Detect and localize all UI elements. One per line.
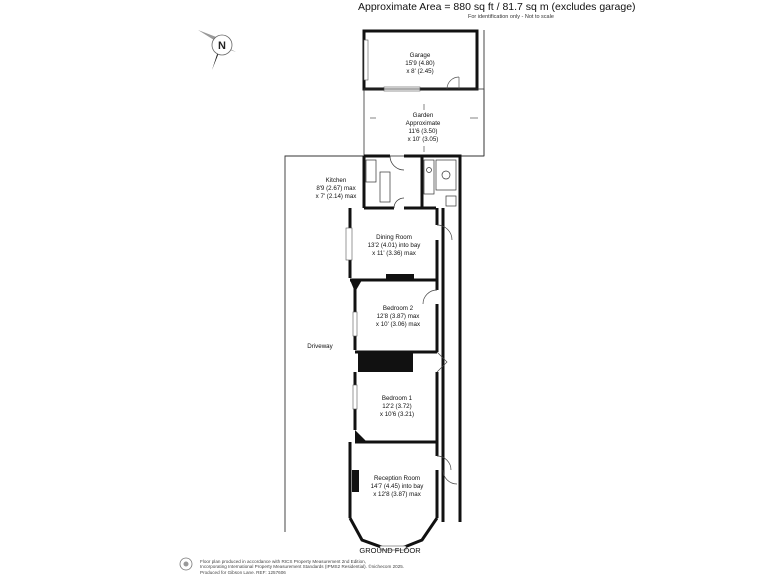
kitchen-dim1: 8'9 (2.67) max [316, 185, 356, 192]
garage-dim1: 15'9 (4.80) [405, 60, 435, 67]
rics-logo [180, 558, 192, 570]
garden-dim2: x 10' (3.05) [407, 136, 439, 143]
dining-dim1: 13'2 (4.01) into bay [367, 242, 421, 249]
kitchen-dim2: x 7' (2.14) max [315, 193, 357, 200]
bedroom1-dim1: 12'2 (3.72) [382, 403, 412, 410]
reception-dim1: 14'7 (4.45) into bay [370, 483, 424, 490]
garage-dim2: x 8' (2.45) [406, 68, 434, 75]
floor-label: GROUND FLOOR [359, 546, 421, 555]
reception-dim2: x 12'8 (3.87) max [373, 491, 421, 498]
room-labels [307, 52, 441, 555]
dining-name: Dining Room [376, 234, 412, 241]
bedroom2-dim2: x 10' (3.06) max [375, 321, 421, 328]
compass-icon [198, 30, 242, 70]
kitchen-fittings [366, 156, 456, 208]
approximate-area: Approximate Area = 880 sq ft / 81.7 sq m (excludes garage) [358, 1, 636, 13]
footer-line1: Floor plan produced in accordance with RICS Property Measurement 2nd Edition, [200, 559, 366, 564]
footer-line2: Incorporating International Property Measurement Standards (IPMS2 Residential). ©nichecom 2025. [200, 564, 405, 570]
dining-dim2: x 11' (3.36) max [372, 250, 416, 257]
identification-note: For identification only - Not to scale [468, 14, 554, 20]
garden-dim1: 11'6 (3.50) [408, 128, 438, 135]
reception-name: Reception Room [373, 475, 421, 482]
bedroom2-dim1: 12'8 (3.87) max [376, 313, 420, 320]
bedroom1-name: Bedroom 1 [381, 395, 413, 402]
garden-name: Garden [412, 112, 434, 119]
compass-letter: N [218, 40, 226, 52]
kitchen-name: Kitchen [325, 177, 347, 184]
bedroom1-dim2: x 10'6 (3.21) [379, 411, 415, 418]
driveway-name: Driveway [307, 343, 333, 350]
garage-name: Garage [409, 52, 431, 59]
footer-text [200, 559, 500, 575]
footer-line3: Produced for Gibson Lane. REF: 1257606 [200, 569, 286, 575]
bedroom2-name: Bedroom 2 [382, 305, 414, 312]
garden-name2: Approximate [405, 120, 441, 127]
door-swings [423, 225, 457, 484]
